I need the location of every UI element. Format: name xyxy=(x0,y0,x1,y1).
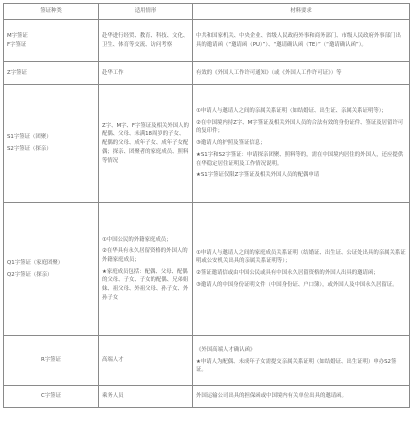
table-header-row xyxy=(4,4,410,20)
table-row xyxy=(4,386,410,408)
header-applicable-case: 适用情形 xyxy=(99,4,193,20)
visa-type: S2字签证（探亲） xyxy=(7,146,52,152)
case-cell xyxy=(99,62,193,85)
visa-type: C字签证 xyxy=(41,393,61,400)
case-text: ①中国公民的外籍家庭成员； xyxy=(102,236,172,243)
table-row xyxy=(4,336,410,386)
visa-type: Z字签证 xyxy=(7,69,27,76)
visa-type-cell xyxy=(4,85,99,203)
requirement-text: 《外国高端人才确认函》 xyxy=(196,346,256,353)
visa-type: R字签证 xyxy=(41,357,61,364)
case-cell xyxy=(99,85,193,203)
table-row xyxy=(4,203,410,336)
table-row xyxy=(4,85,410,203)
case-text: 高端人才 xyxy=(102,357,124,364)
visa-type-cell xyxy=(4,20,99,62)
visa-requirements-table xyxy=(3,3,410,408)
requirement-text: ③邀请人的护照及签证信息； xyxy=(196,140,266,147)
visa-type: Q2字签证（探亲） xyxy=(7,271,53,278)
case-cell xyxy=(99,386,193,408)
visa-type: F字签证 xyxy=(7,41,27,48)
visa-type: S1字签证（团聚） xyxy=(7,134,52,141)
requirement-cell xyxy=(193,203,410,336)
requirement-text: ③邀请人的中国身份证明文件（中国身份证、户口簿），或外国人及中国永久居留证。 xyxy=(196,281,398,288)
visa-type: Q1字签证（家庭团聚） xyxy=(7,259,64,266)
visa-type-cell xyxy=(4,336,99,386)
requirement-cell xyxy=(193,336,410,386)
case-text: 乘务人员 xyxy=(102,393,124,400)
table-row xyxy=(4,62,410,85)
requirement-text: ②签证邀请信或由中国公民或具有中国永久居留资格的外国人出具的邀请函； xyxy=(196,270,379,276)
requirement-text: ①申请人与邀请人之间的亲属关系证明（如结婚证、出生证、亲属关系证明等）； xyxy=(196,108,387,115)
requirement-text: ★申请人为配偶、未成年子女需提交亲属关系证明（如结婚证、出生证明）申办S2签证。 xyxy=(196,358,397,374)
requirement-text: 有效的《外国人工作许可通知》（或《外国人工作许可证》）等 xyxy=(196,69,342,76)
visa-type-cell xyxy=(4,203,99,336)
requirement-cell xyxy=(193,62,410,85)
requirement-text: ②在中国境内持Z字、M字签证及相关外国人员的合法有效的身份证件、签证及居留许可的复印件； xyxy=(196,119,404,135)
visa-type-cell xyxy=(4,386,99,408)
requirement-text: ★S1字签证仅限Z字签证及相关外国人员的配偶申请 xyxy=(196,172,320,179)
requirement-cell xyxy=(193,20,410,62)
requirement-text: ★S1字和S2字签证：申请探亲团聚、照料等的，需在中国境内居住的外国人，还应提供在华稳定居住证明及工作情况说明。 xyxy=(196,151,404,167)
header-material-requirements: 材料要求 xyxy=(193,4,410,20)
header-visa-type: 签证种类 xyxy=(4,4,99,20)
requirement-text: 外国运输公司出具的担保函或中国境内有关单位出具的邀请函。 xyxy=(196,393,347,400)
table-row xyxy=(4,20,410,62)
case-text: 赴华工作 xyxy=(102,69,124,76)
visa-type: M字签证 xyxy=(7,32,28,39)
requirement-cell xyxy=(193,85,410,203)
case-text: ★家庭成员包括：配偶、父母、配偶的父母、子女、子女的配偶、兄弟姐妹、祖父母、外祖父母、孙子女、外孙子女 xyxy=(102,268,189,301)
case-text: ②在华具有永久居留资格的外国人的外籍家庭成员； xyxy=(102,248,188,263)
requirement-cell xyxy=(193,386,410,408)
visa-type-cell xyxy=(4,62,99,85)
requirement-text: ①申请人与邀请人之间的家庭成员关系证明（结婚证、出生证、公证处出具的亲属关系证明或公安机关出具的亲属关系证明等）； xyxy=(196,249,406,265)
case-cell xyxy=(99,336,193,386)
case-text: 赴华进行经贸、教育、科技、文化、卫生、体育等交流、访问考察 xyxy=(102,32,189,48)
case-cell xyxy=(99,20,193,62)
case-text: Z字、M字、F字签证及相关外国人的配偶、父母、未满18周岁的子女、配偶的父母、成年子女、成年子女配偶；探亲、团聚者的家庭成员、照料等情况 xyxy=(102,122,189,164)
case-cell xyxy=(99,203,193,336)
requirement-text: 中共和国家机关、中央企业、省级人民政府外事和商务部门、市级人民政府外事部门出具的邀请函（“邀请函（PU）”）、“邀请确认函（TE）”（“邀请确认函”）。 xyxy=(196,32,401,48)
